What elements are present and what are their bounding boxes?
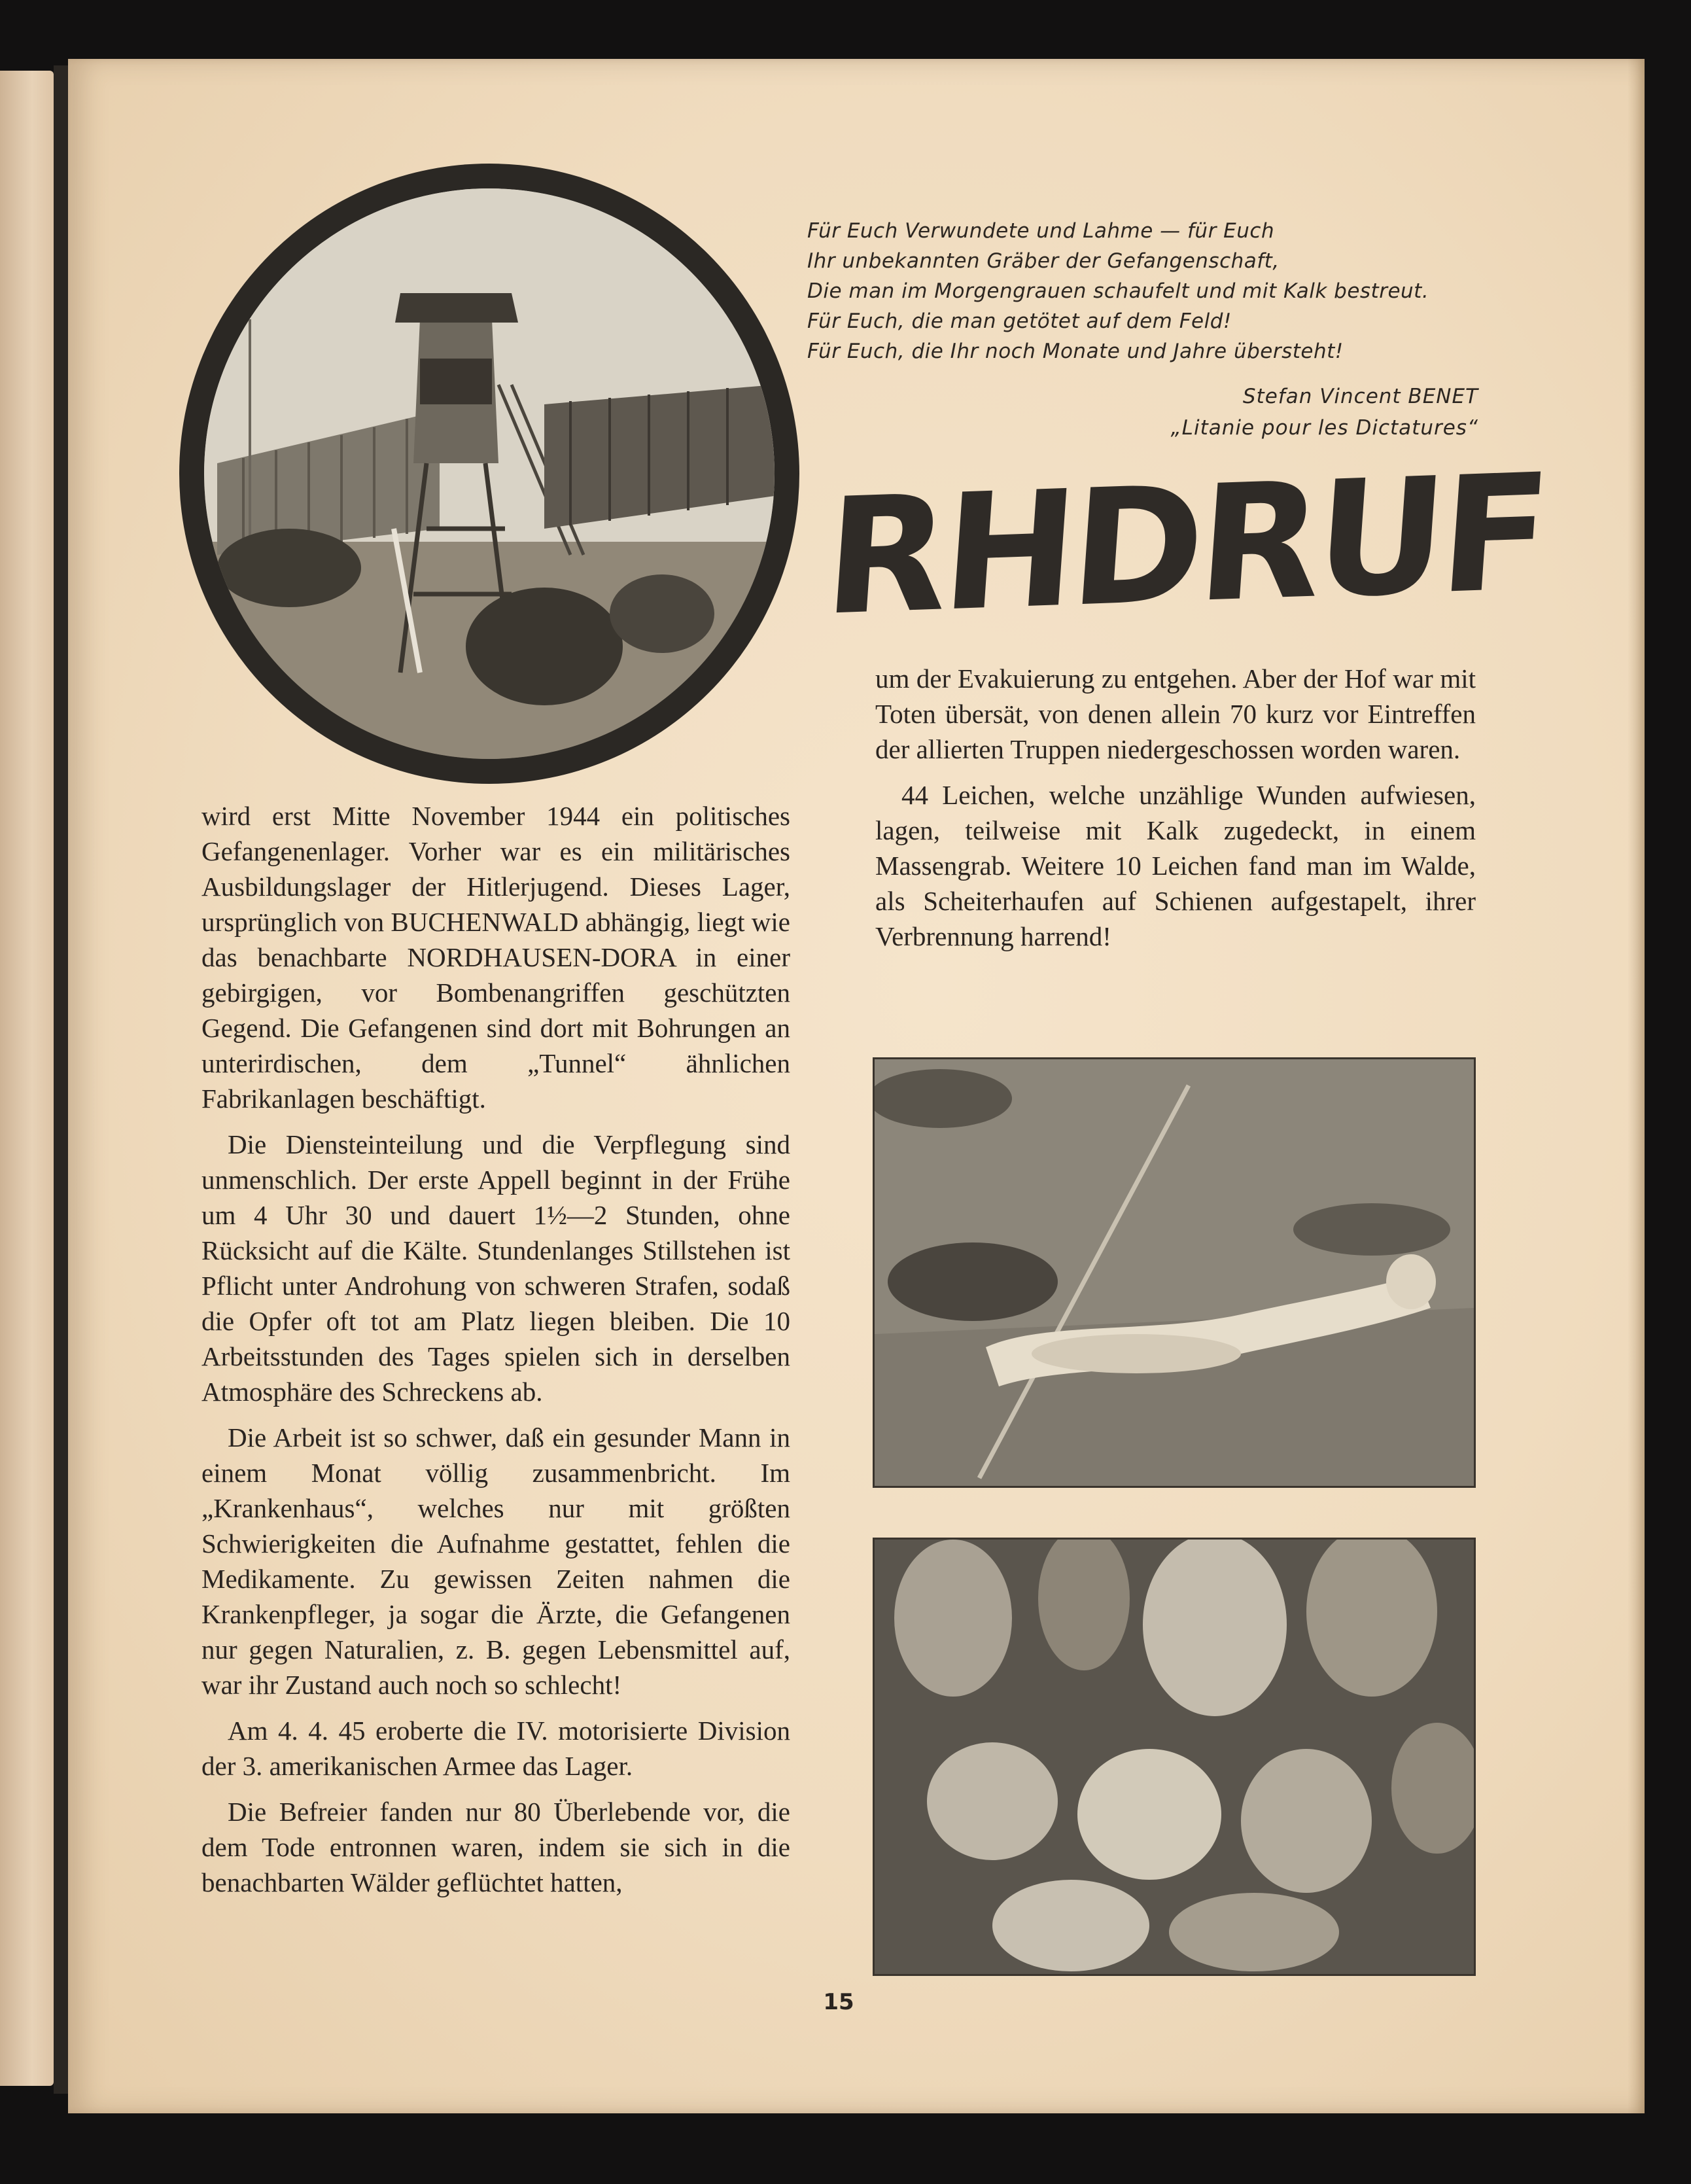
right-text-column — [875, 661, 1476, 964]
watchtower-illustration — [204, 188, 775, 759]
paragraph: wird erst Mitte November 1944 ein politisches Gefangenenlager. Vorher war es ein militärisches Ausbildungslager der Hitlerjugend. Dieses Lager, ursprünglich von BUCHENWALD abhängig, liegt wie das benachbarte NORDHAUSEN-DORA in einer gebirgigen, vor Bombenangriffen geschützten Gegend. Die Gefangenen sind dort mit Bohrungen an unterirdischen, dem „Tunnel“ ähnlichen Fabrikanlagen beschäftigt. — [201, 801, 790, 1114]
facing-page-edge — [0, 71, 54, 2086]
poem-line: Die man im Morgengrauen schaufelt und mit Kalk bestreut. — [807, 279, 1429, 303]
poem-line: Für Euch, die Ihr noch Monate und Jahre übersteht! — [807, 340, 1344, 363]
left-text-column — [201, 798, 790, 1911]
paragraph: Die Arbeit ist so schwer, daß ein gesunder Mann in einem Monat völlig zusammenbricht. Im „Krankenhaus“, welches nur mit größten Schwierigkeiten die Aufnahme gestattet, fehlen die Medikamente. Zu gewissen Zeiten nahmen die Krankenpfleger, ja sogar die Ärzte, die Gefangenen nur gegen Naturalien, z. B. gegen Lebensmittel auf, war ihr Zustand auch noch so schlecht! — [201, 1422, 790, 1700]
paragraph: Die Befreier fanden nur 80 Überlebende vor, die dem Tode entronnen waren, indem sie sich in die benachbarten Wälder geflüchtet hatten, — [201, 1797, 790, 1897]
poem-line: Für Euch Verwundete und Lahme — für Euch — [807, 219, 1275, 243]
poem-author: Stefan Vincent BENET — [1242, 385, 1478, 408]
page-number: 15 — [823, 1989, 854, 2015]
poem-line: Ihr unbekannten Gräber der Gefangenschaft, — [807, 249, 1280, 273]
paragraph: um der Evakuierung zu entgehen. Aber der Hof war mit Toten übersät, von denen allein 70 kurz vor Eintreffen der allierten Truppen niedergeschossen worden waren. — [875, 663, 1476, 764]
photo-mass-grave — [873, 1538, 1476, 1976]
photo-2-illustration — [875, 1540, 1474, 1974]
headline: RHDRUF — [819, 439, 1551, 652]
poem-block — [807, 216, 1461, 366]
paragraph: Am 4. 4. 45 eroberte die IV. motorisierte Division der 3. amerikanischen Armee das Lager. — [201, 1716, 790, 1781]
paragraph: Die Diensteinteilung und die Verpflegung sind unmenschlich. Der erste Appell beginnt in der Frühe um 4 Uhr 30 und dauert 1½—2 Stunden, ohne Rücksicht auf die Kälte. Stundenlanges Stillstehen ist Pflicht unter Androhung von schweren Strafen, sodaß die Opfer oft tot am Platz liegen bleiben. Die 10 Arbeitsstunden des Tages spielen sich in derselben Atmosphäre des Schreckens ab. — [201, 1129, 790, 1407]
poem-source: „Litanie pour les Dictatures“ — [1170, 416, 1478, 440]
watchtower-photo — [204, 188, 775, 759]
photo-bodies-in-yard — [873, 1057, 1476, 1488]
book-spine — [54, 65, 68, 2094]
poem-line: Für Euch, die man getötet auf dem Feld! — [807, 309, 1232, 333]
photo-1-illustration — [875, 1059, 1474, 1486]
paragraph: 44 Leichen, welche unzählige Wunden aufwiesen, lagen, teilweise mit Kalk zugedeckt, in einem Massengrab. Weitere 10 Leichen fand man im Walde, als Scheiterhaufen auf Schienen aufgestapelt, ihrer Verbrennung harrend! — [875, 780, 1476, 951]
watchtower-photo-circle — [179, 164, 799, 784]
page-edge-shadow — [1628, 59, 1645, 2113]
